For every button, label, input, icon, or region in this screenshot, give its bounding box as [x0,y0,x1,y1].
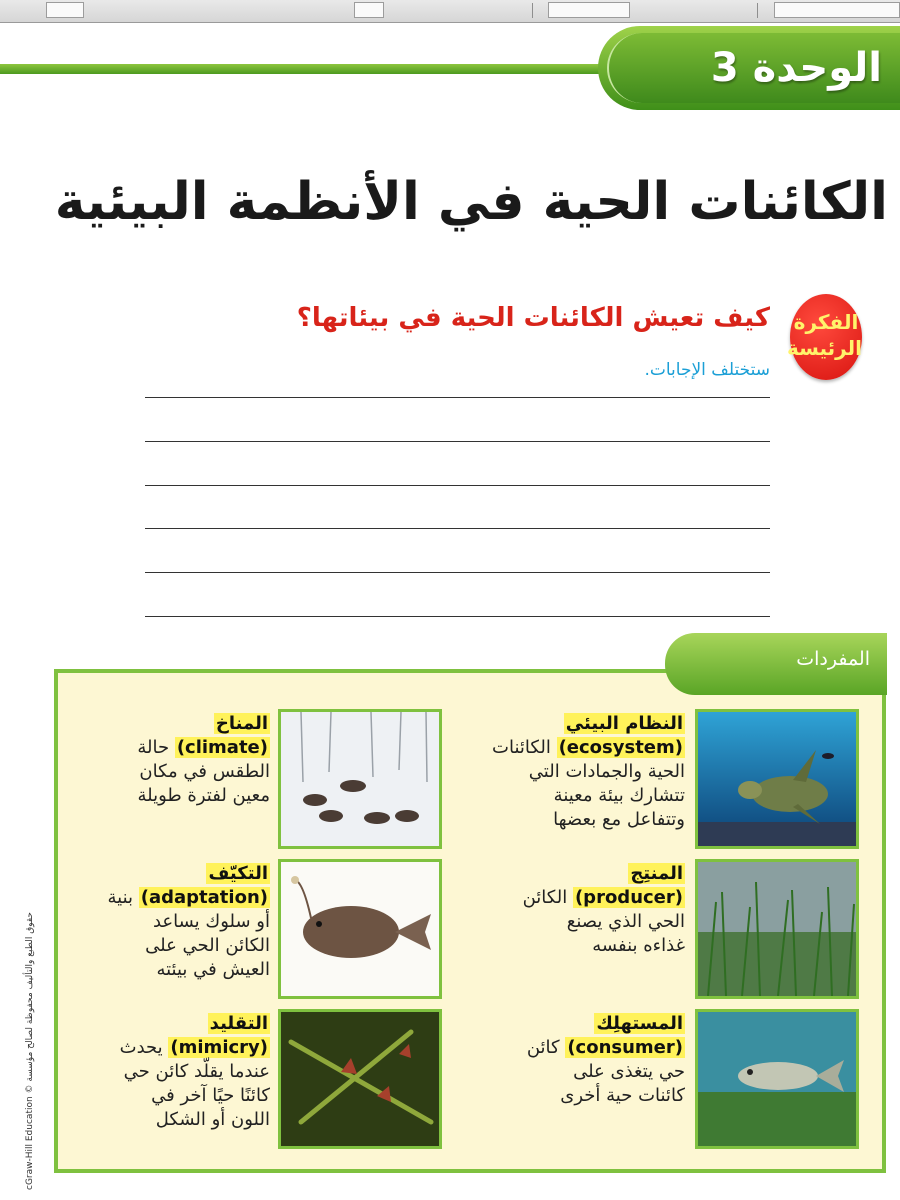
term-definition: الحية والجمادات التي [528,761,685,782]
toolbar-separator [532,3,533,18]
term-definition: الحي الذي يصنع [566,911,685,932]
term-definition: تتشارك بيئة معينة [553,785,685,806]
unit-banner-line [0,64,640,74]
term-definition: الكائن [522,887,568,908]
term-english: (adaptation) [140,887,268,908]
answer-note: ستختلف الإجابات. [644,360,770,380]
stick-insect-photo [278,1009,442,1149]
toolbar-separator [757,3,758,18]
copyright-credit: cGraw-Hill Education © حقوق الطبع والتأليف محفوظة لصالح مؤسسة [25,912,35,1190]
term-definition: وتتفاعل مع بعضها [553,809,685,830]
term-definition: الطقس في مكان [139,761,270,782]
fish-photo [695,1009,859,1149]
toolbar-field[interactable] [774,2,900,18]
term-definition: الكائنات [492,737,551,758]
page-title: الكائنات الحية في الأنظمة البيئية [54,172,888,232]
term-definition: غذاءه بنفسه [592,935,685,956]
sea-grass-photo [695,859,859,999]
term-definition: الكائن الحي على [145,935,270,956]
term-definition: اللون أو الشكل [155,1109,270,1130]
term-english: (mimicry) [170,1037,268,1058]
toolbar-button[interactable] [46,2,84,18]
term-label: المنتِج [630,863,683,884]
vocab-term-climate [66,712,270,808]
vocabulary-title: المفردات [796,648,870,670]
term-english: (climate) [176,737,268,758]
term-label: النظام البيئي [565,713,683,734]
term-definition: كائنًا حيًا آخر في [151,1085,270,1106]
big-idea-question: كيف تعيش الكائنات الحية في بيئاتها؟ [296,303,770,333]
top-toolbar [0,0,900,23]
vocab-term-adaptation [66,862,270,982]
vocab-term-mimicry [66,1012,270,1132]
vocab-term-ecosystem [440,712,685,832]
unit-title: الوحدة 3 [710,45,882,91]
term-label: التكيّف [208,863,268,884]
term-label: المناخ [215,713,268,734]
answer-line[interactable] [145,397,770,398]
answer-line[interactable] [145,572,770,573]
term-english: (ecosystem) [558,737,683,758]
big-idea-badge [787,294,862,380]
term-definition: حي يتغذى على [573,1061,685,1082]
answer-line[interactable] [145,441,770,442]
toolbar-field[interactable] [548,2,630,18]
answer-line[interactable] [145,485,770,486]
term-label: المستهلِك [596,1013,683,1034]
big-idea-badge-line1: الفكرة [793,310,859,334]
term-english: (producer) [574,887,683,908]
term-definition: أو سلوك يساعد [152,911,270,932]
term-definition: معين لفترة طويلة [137,785,270,806]
term-definition: حالة [137,737,170,758]
term-definition: كائن [526,1037,560,1058]
anglerfish-photo [278,859,442,999]
big-idea-badge-line2: الرئيسة [787,336,862,360]
toolbar-button[interactable] [354,2,384,18]
vocab-term-producer [440,862,685,958]
term-definition: كائنات حية أخرى [560,1085,685,1106]
term-english: (consumer) [567,1037,683,1058]
term-definition: عندما يقلّد كائن حي [123,1061,270,1082]
term-definition: يحدث [119,1037,163,1058]
reindeer-snow-photo [278,709,442,849]
term-definition: العيش في بيئته [156,959,270,980]
answer-line[interactable] [145,616,770,617]
vocab-term-consumer [440,1012,685,1108]
term-definition: بنية [107,887,134,908]
term-label: التقليد [209,1013,268,1034]
answer-line[interactable] [145,528,770,529]
sea-turtle-photo [695,709,859,849]
